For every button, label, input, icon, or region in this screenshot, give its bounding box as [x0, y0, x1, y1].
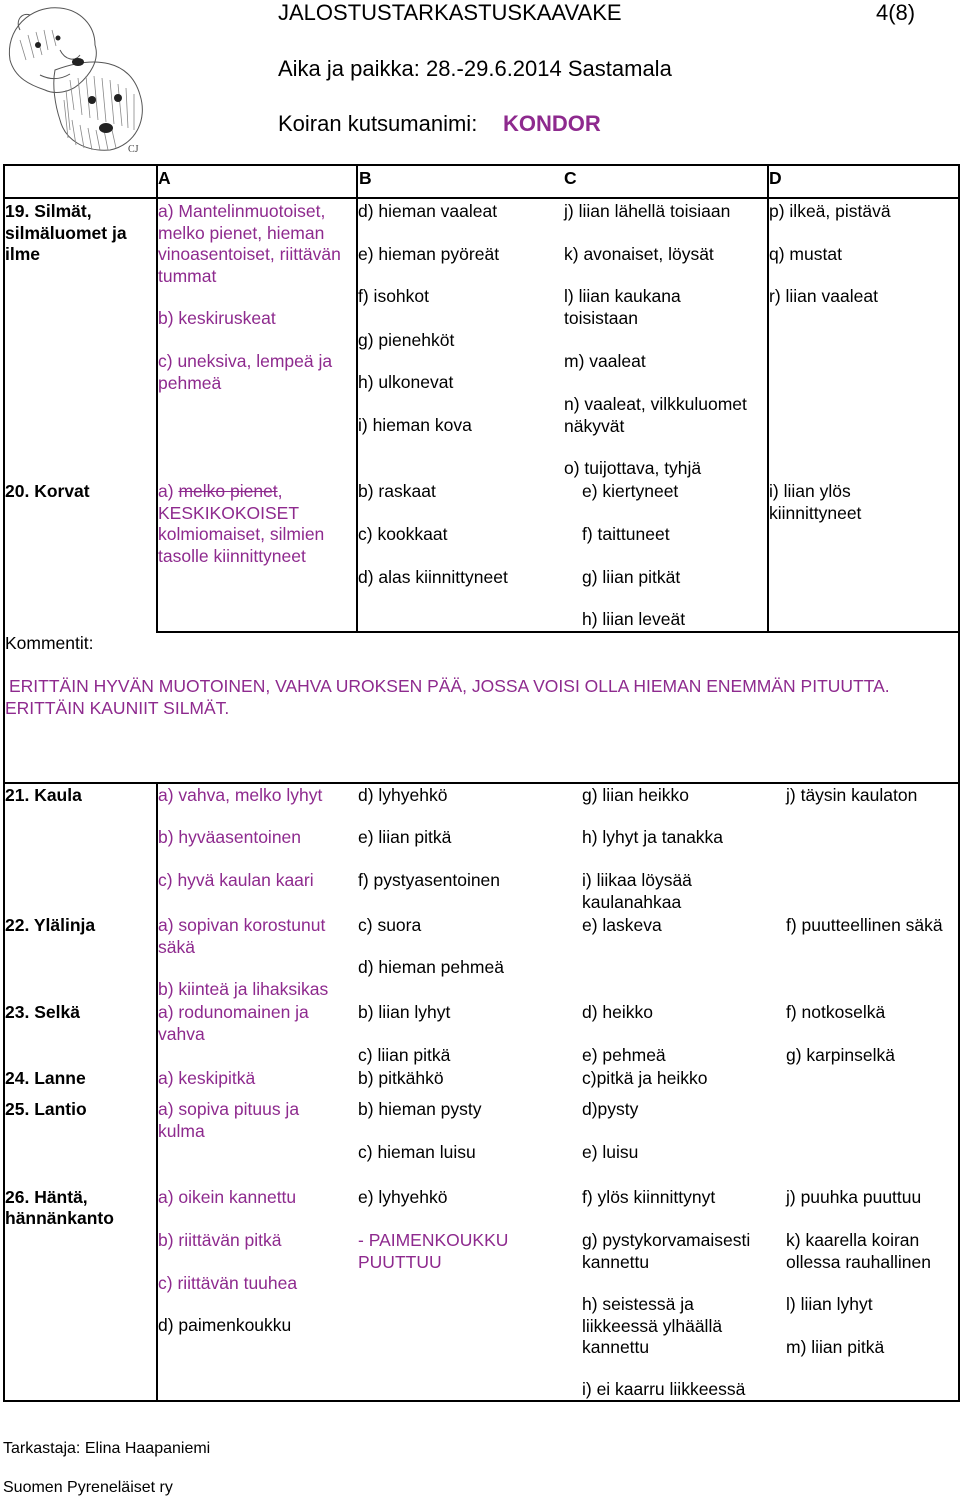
- organization-name: Suomen Pyreneläiset ry: [3, 1479, 173, 1496]
- s19-option-i: i) hieman kova: [358, 415, 472, 435]
- s19-option-o: o) tuijottava, tyhjä: [564, 458, 702, 478]
- column-header-a: A: [158, 168, 171, 188]
- s26-option-a: a) oikein kannettu: [158, 1187, 297, 1207]
- dog-name-label: Koiran kutsumanimi:: [278, 111, 478, 136]
- s25-option-c: c) hieman luisu: [358, 1142, 476, 1162]
- s23-option-a: a) rodunomainen ja vahva: [158, 1002, 309, 1044]
- logo-signature: CJ: [128, 144, 139, 155]
- section-20-title: 20. Korvat: [5, 481, 90, 501]
- s25-option-e: e) luisu: [582, 1142, 639, 1162]
- s23-option-g: g) karpinselkä: [786, 1045, 895, 1065]
- comments-label: Kommentit:: [5, 633, 94, 653]
- s24-option-b: b) pitkähkö: [358, 1068, 444, 1088]
- section-23-title: 23. Selkä: [5, 1002, 80, 1022]
- s25-option-d: d)pysty: [582, 1099, 639, 1119]
- s19-option-n: n) vaaleat, vilkkuluomet näkyvät: [564, 394, 747, 436]
- s26-tail-comment: - PAIMENKOUKKU PUUTTUU: [358, 1230, 509, 1272]
- s20-option-a: [158, 481, 350, 567]
- s23-option-d: d) heikko: [582, 1002, 654, 1022]
- s23-option-b: b) liian lyhyt: [358, 1002, 451, 1022]
- section-19-title-line3: ilme: [5, 244, 41, 264]
- s19-option-m: m) vaaleat: [564, 351, 646, 371]
- s20-option-c: c) kookkaat: [358, 524, 448, 544]
- s26-option-f: f) ylös kiinnittynyt: [582, 1187, 716, 1207]
- s20-option-g: g) liian pitkät: [582, 567, 681, 587]
- s22-option-c: c) suora: [358, 915, 422, 935]
- dog-name: KONDOR: [503, 111, 601, 136]
- s21-option-g: g) liian heikko: [582, 785, 689, 805]
- s22-option-f: f) puutteellinen säkä: [786, 915, 943, 935]
- s20-option-a-prefix: a): [158, 481, 179, 501]
- pyrenean-dogs-logo: [0, 0, 158, 158]
- s20-option-e: e) kiertyneet: [582, 481, 679, 501]
- section-26-title-line1: 26. Häntä,: [5, 1187, 88, 1207]
- s22-option-e: e) laskeva: [582, 915, 662, 935]
- s26-option-l: l) liian lyhyt: [786, 1294, 873, 1314]
- s26-option-c: c) riittävän tuuhea: [158, 1273, 298, 1293]
- s22-option-d: d) hieman pehmeä: [358, 957, 504, 977]
- s20-comma: ,: [277, 481, 283, 501]
- s26-option-j: j) puuhka puuttuu: [786, 1187, 922, 1207]
- comments-text: ERITTÄIN HYVÄN MUOTOINEN, VAHVA UROKSEN PÄÄ, JOSSA VOISI OLLA HIEMAN ENEMMÄN PITUUTTA. ERITTÄIN KAUNIIT SILMÄT.: [5, 676, 890, 718]
- section-19-title-line1: 19. Silmät,: [5, 201, 92, 221]
- s23-option-f: f) notkoselkä: [786, 1002, 886, 1022]
- s21-option-i: i) liikaa löysää kaulanahkaa: [582, 870, 692, 912]
- s21-option-j: j) täysin kaulaton: [786, 785, 918, 805]
- section-25-title: 25. Lantio: [5, 1099, 87, 1119]
- s21-option-c: c) hyvä kaulan kaari: [158, 870, 314, 890]
- form-title: JALOSTUSTARKASTUSKAAVAKE: [278, 0, 622, 25]
- section-26-title-line2: hännänkanto: [5, 1208, 114, 1228]
- s20-option-f: f) taittuneet: [582, 524, 670, 544]
- s23-option-c: c) liian pitkä: [358, 1045, 451, 1065]
- s19-option-a: a) Mantelinmuotoiset, melko pienet, hieman vinoasentoiset, riittävän tummat: [158, 201, 341, 286]
- s26-option-b: b) riittävän pitkä: [158, 1230, 282, 1250]
- s21-option-e: e) liian pitkä: [358, 827, 452, 847]
- s19-option-b: b) keskiruskeat: [158, 308, 276, 328]
- s21-option-d: d) lyhyehkö: [358, 785, 448, 805]
- s19-option-h: h) ulkonevat: [358, 372, 454, 392]
- s25-option-a: a) sopiva pituus ja kulma: [158, 1099, 300, 1141]
- s19-option-g: g) pienehköt: [358, 330, 455, 350]
- section-21-title: 21. Kaula: [5, 785, 82, 805]
- s25-option-b: b) hieman pysty: [358, 1099, 482, 1119]
- inspector-name: Tarkastaja: Elina Haapaniemi: [3, 1440, 211, 1457]
- s24-option-a: a) keskipitkä: [158, 1068, 256, 1088]
- s19-option-q: q) mustat: [769, 244, 842, 264]
- s19-option-e: e) hieman pyöreät: [358, 244, 500, 264]
- s19-option-f: f) isohkot: [358, 286, 429, 306]
- s26-option-i: i) ei kaarru liikkeessä: [582, 1379, 746, 1399]
- column-header-b: B: [359, 168, 372, 188]
- s20-option-b: b) raskaat: [358, 481, 436, 501]
- s24-option-c: c)pitkä ja heikko: [582, 1068, 708, 1088]
- s19-option-j: j) liian lähellä toisiaan: [564, 201, 731, 221]
- s26-option-h: h) seistessä ja liikkeessä ylhäällä kannettu: [582, 1294, 723, 1357]
- s22-option-b: b) kiinteä ja lihaksikas: [158, 979, 329, 999]
- s19-option-d: d) hieman vaaleat: [358, 201, 498, 221]
- s23-option-e: e) pehmeä: [582, 1045, 666, 1065]
- s21-option-f: f) pystyasentoinen: [358, 870, 501, 890]
- page-number: 4(8): [876, 0, 916, 25]
- s20-option-a-correction: KESKIKOKOISET kolmiomaiset, silmien tasolle kiinnittyneet: [158, 502, 325, 566]
- s20-struck-text: melko pienet: [178, 481, 278, 501]
- s21-option-h: h) lyhyt ja tanakka: [582, 827, 724, 847]
- s26-option-k: k) kaarella koiran ollessa rauhallinen: [786, 1230, 931, 1272]
- s26-option-m: m) liian pitkä: [786, 1337, 885, 1357]
- s20-option-i: i) liian ylös kiinnittyneet: [769, 481, 862, 523]
- s26-option-d: d) paimenkoukku: [158, 1315, 292, 1335]
- s19-option-c: c) uneksiva, lempeä ja pehmeä: [158, 351, 333, 393]
- s21-option-b: b) hyväasentoinen: [158, 827, 302, 847]
- s19-option-p: p) ilkeä, pistävä: [769, 201, 891, 221]
- s20-option-d: d) alas kiinnittyneet: [358, 567, 508, 587]
- column-header-d: D: [769, 168, 782, 188]
- s19-option-l: l) liian kaukana toisistaan: [564, 286, 681, 328]
- s19-option-k: k) avonaiset, löysät: [564, 244, 714, 264]
- time-place: Aika ja paikka: 28.-29.6.2014 Sastamala: [278, 56, 672, 81]
- section-24-title: 24. Lanne: [5, 1068, 86, 1088]
- column-header-c: C: [564, 168, 577, 188]
- s22-option-a: a) sopivan korostunut säkä: [158, 915, 326, 957]
- section-22-title: 22. Ylälinja: [5, 915, 96, 935]
- section-19-title-line2: silmäluomet ja: [5, 223, 127, 243]
- s19-option-r: r) liian vaaleat: [769, 286, 878, 306]
- s26-option-e: e) lyhyehkö: [358, 1187, 448, 1207]
- s21-option-a: a) vahva, melko lyhyt: [158, 785, 323, 805]
- s20-option-h: h) liian leveät: [582, 609, 686, 629]
- s26-option-g: g) pystykorvamaisesti kannettu: [582, 1230, 751, 1272]
